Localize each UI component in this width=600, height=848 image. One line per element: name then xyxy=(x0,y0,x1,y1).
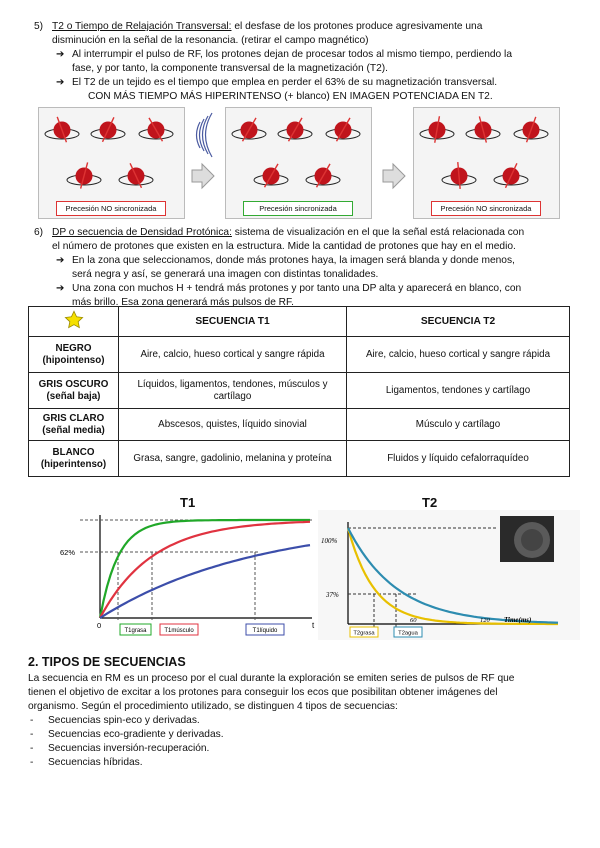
cell-t1: Grasa, sangre, gadolinio, melanina y proteína xyxy=(119,441,347,477)
row-key: GRIS OSCURO xyxy=(38,378,109,390)
arrow-right-icon xyxy=(383,164,405,188)
proton-icon xyxy=(420,116,454,143)
proton-icon xyxy=(514,117,548,142)
cell-t2: Músculo y cartílago xyxy=(347,409,570,441)
proton-icon xyxy=(306,164,340,187)
table-row xyxy=(29,409,570,441)
bullet-text: Una zona con muchos H + tendrá más protones y por tanto una DP alta y aparecerá en blanco, con xyxy=(72,283,522,294)
proton-icon xyxy=(442,162,476,189)
paragraph-text: tienen el objetivo de excitar a los protones para conseguir los ecos que posibilitan obtener imágenes del xyxy=(28,687,498,698)
marker-label: T1músculo xyxy=(164,628,194,634)
section-title: DP o secuencia de Densidad Protónica: xyxy=(52,227,232,238)
header-t1: SECUENCIA T1 xyxy=(119,307,347,337)
proton-icon xyxy=(67,162,101,188)
y-tick: 37% xyxy=(326,591,339,599)
x-tick: 60 xyxy=(410,617,417,624)
label-unsync: Precesión NO sincronizada xyxy=(56,201,166,216)
arrow-bullet-icon: ➔ xyxy=(56,255,65,266)
marker-label: T1grasa xyxy=(124,628,147,634)
row-key-sub: (señal media) xyxy=(42,424,105,436)
origin-label: 0 xyxy=(97,621,102,630)
paragraph-text: La secuencia en RM es un proceso por el cual durante la exploración se emiten series de pulsos de RF que xyxy=(28,673,515,684)
t1-graph xyxy=(50,510,320,640)
proton-icon xyxy=(254,164,288,187)
star-icon xyxy=(64,310,84,330)
cell-t2: Ligamentos, tendones y cartílago xyxy=(347,373,570,409)
marker-label: T1líquido xyxy=(252,628,278,634)
section-number: 6) xyxy=(34,227,44,238)
proton-icon xyxy=(278,118,312,141)
row-key: NEGRO xyxy=(55,342,92,354)
arrow-right-icon xyxy=(192,164,214,188)
list-item: Secuencias spin-eco y derivadas. xyxy=(48,715,200,726)
row-key-sub: (señal baja) xyxy=(46,390,101,402)
table-row xyxy=(29,373,570,409)
paragraph-text: el número de protones que existen en la estructura. Mide la cantidad de protones que hay en el medio. xyxy=(52,241,516,252)
label-unsync-2: Precesión NO sincronizada xyxy=(431,201,541,216)
graph-t1-title: T1 xyxy=(180,495,196,510)
bullet-text: El T2 de un tejido es el tiempo que emplea en perder el 63% de su magnetización transversal. xyxy=(72,77,498,88)
paragraph-text: sistema de visualización en el que la señal está relacionada con xyxy=(231,227,525,238)
curve-liquid xyxy=(100,545,310,618)
proton-icon xyxy=(119,163,153,187)
paragraph-text: el desfase de los protones produce agresivamente una xyxy=(231,21,483,32)
sequence-table xyxy=(28,306,570,477)
section-number: 5) xyxy=(34,21,44,32)
table-header-row xyxy=(29,307,570,337)
bullet-text: En la zona que seleccionamos, donde más protones haya, la imagen será blanda y donde menos, xyxy=(72,255,515,266)
marker-label: T2grasa xyxy=(353,630,375,637)
label-sync: Precesión sincronizada xyxy=(243,201,353,216)
bullet-text: será negra y así, se generará una imagen con distintas tonalidades. xyxy=(72,269,379,280)
bullet-text: Al interrumpir el pulso de RF, los protones dejan de procesar todos al mismo tiempo, perdiendo la xyxy=(72,49,512,60)
star-cell xyxy=(29,307,119,337)
rf-waves-icon xyxy=(197,113,213,157)
row-key-sub: (hipointenso) xyxy=(42,354,105,366)
arrow-bullet-icon: ➔ xyxy=(56,49,65,60)
row-key: GRIS CLARO xyxy=(42,412,105,424)
section-heading: 2. TIPOS DE SECUENCIAS xyxy=(28,655,186,669)
table-row xyxy=(29,337,570,373)
bullet-text: más brillo. Esa zona generará más pulsos de RF. xyxy=(72,297,294,308)
x-axis-label: Time(ms) xyxy=(504,616,532,624)
cell-t1: Líquidos, ligamentos, tendones, músculos y cartílago xyxy=(119,373,347,409)
proton-icon xyxy=(494,163,528,187)
marker-label: T2agua xyxy=(398,630,418,637)
arrow-bullet-icon: ➔ xyxy=(56,283,65,294)
arrow-bullet-icon: ➔ xyxy=(56,77,65,88)
paragraph-text: disminución en la señal de la resonancia. (retirar el campo magnético) xyxy=(52,35,369,46)
proton-icon xyxy=(45,117,79,142)
cell-t1: Abscesos, quistes, líquido sinovial xyxy=(119,409,347,441)
cell-t2: Aire, calcio, hueso cortical y sangre rápida xyxy=(347,337,570,373)
graph-t2-title: T2 xyxy=(422,495,438,510)
proton-icon xyxy=(232,118,266,141)
table-row xyxy=(29,441,570,477)
y-tick: 62% xyxy=(60,548,76,557)
list-item: Secuencias eco-gradiente y derivadas. xyxy=(48,729,224,740)
cell-t1: Aire, calcio, hueso cortical y sangre rápida xyxy=(119,337,347,373)
proton-icon xyxy=(91,117,125,141)
proton-icon xyxy=(139,118,173,141)
emphasis-text: CON MÁS TIEMPO MÁS HIPERINTENSO (+ blanco) EN IMAGEN POTENCIADA EN T2. xyxy=(88,91,493,102)
list-item: Secuencias híbridas. xyxy=(48,757,143,768)
x-tick: 120 xyxy=(480,617,490,624)
paragraph-text: organismo. Según el procedimiento utilizado, se distinguen 4 tipos de secuencias: xyxy=(28,701,398,712)
list-item: Secuencias inversión-recuperación. xyxy=(48,743,210,754)
header-t2: SECUENCIA T2 xyxy=(347,307,570,337)
section-title: T2 o Tiempo de Relajación Transversal: xyxy=(52,21,232,32)
bullet-text: fase, y por tanto, la componente transversal de la magnetización (T2). xyxy=(72,63,388,74)
row-key: BLANCO xyxy=(52,446,95,458)
proton-icon xyxy=(466,116,500,142)
proton-icon xyxy=(326,118,360,141)
row-key-sub: (hiperintenso) xyxy=(40,458,107,470)
x-axis-label: t xyxy=(312,621,315,630)
cell-t2: Fluidos y líquido cefalorraquídeo xyxy=(347,441,570,477)
t2-graph xyxy=(318,510,580,640)
y-tick: 100% xyxy=(321,537,338,545)
